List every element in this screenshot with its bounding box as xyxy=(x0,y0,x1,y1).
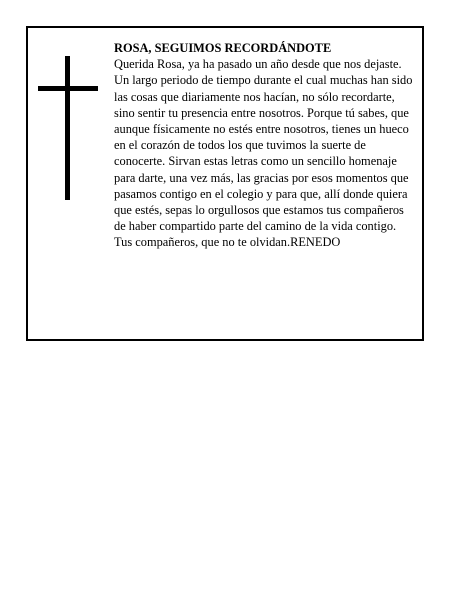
notice-body: Querida Rosa, ya ha pasado un año desde que nos dejaste. Un largo periodo de tiempo durante el cual muchas han sido las cosas que diariamente nos hacían, no sólo recordarte, sino sentir tu presencia entre nosotros. Porque tú sabes, que aunque físicamente no estés entre nosotros, tienes un hueco en el corazón de todos los que tuvimos la suerte de conocerte. Sirvan estas letras como un sencillo homenaje para darte, una vez más, las gracias por esos momentos que pasamos contigo en el colegio y para que, allí donde quiera que estés, sepas lo orgullosos que estamos tus compañeros de haber compartido parte del camino de la vida contigo. xyxy=(114,57,413,234)
cross-vertical-bar xyxy=(65,56,70,200)
obituary-notice xyxy=(26,26,424,341)
notice-title: ROSA, SEGUIMOS RECORDÁNDOTE xyxy=(114,41,332,55)
cross-icon xyxy=(38,56,98,200)
notice-signature: Tus compañeros, que no te olvidan.RENEDO xyxy=(114,235,341,250)
cross-horizontal-bar xyxy=(38,86,98,91)
notice-text-column xyxy=(114,40,416,251)
